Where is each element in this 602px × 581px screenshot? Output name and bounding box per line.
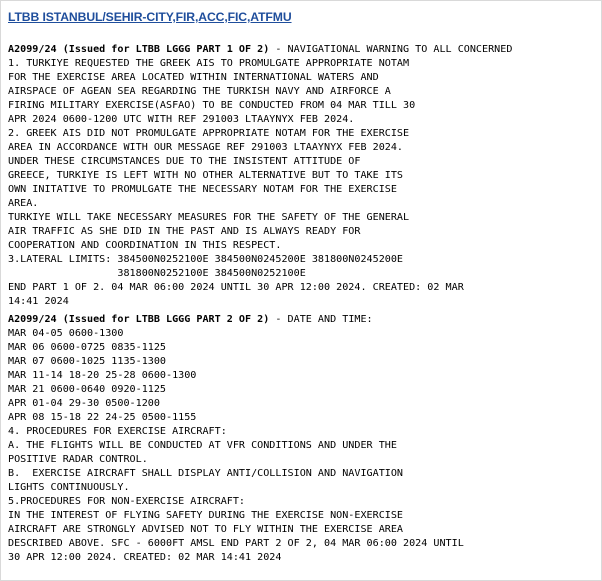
notam-line: MAR 06 0600-0725 0835-1125 [8,342,167,353]
notam-line: 14:41 2024 [8,296,69,307]
notam-line: APR 08 15-18 22 24-25 0500-1155 [8,412,197,423]
notam-line: AREA. [8,198,39,209]
notam-line: END PART 1 OF 2. 04 MAR 06:00 2024 UNTIL 30 APR 12:00 2024. CREATED: 02 MAR [8,282,464,293]
notam-line: MAR 07 0600-1025 1135-1300 [8,356,167,367]
notam-block [8,43,598,309]
notam-line: 30 APR 12:00 2024. CREATED: 02 MAR 14:41 2024 [8,552,282,563]
notam-line: 381800N0252100E 384500N0252100E [8,268,306,279]
notam-line: GREECE, TURKIYE IS LEFT WITH NO OTHER ALTERNATIVE BUT TO TAKE ITS [8,170,404,181]
notam-line: APR 2024 0600-1200 UTC WITH REF 291003 LTAAYNYX FEB 2024. [8,114,355,125]
notam-subject: - NAVIGATIONAL WARNING TO ALL CONCERNED [269,44,513,55]
notam-line: MAR 11-14 18-20 25-28 0600-1300 [8,370,197,381]
notam-line: FIRING MILITARY EXERCISE(ASFAO) TO BE CONDUCTED FROM 04 MAR TILL 30 [8,100,416,111]
notam-id: A2099/24 (Issued for LTBB LGGG PART 2 OF 2) [8,314,270,325]
station-link[interactable]: LTBB ISTANBUL/SEHIR-CITY,FIR,ACC,FIC,ATFMU [8,10,292,24]
notam-line: OWN INITATIVE TO PROMULGATE THE NECESSARY NOTAM FOR THE EXERCISE [8,184,397,195]
notam-id: A2099/24 (Issued for LTBB LGGG PART 1 OF 2) [8,44,270,55]
notam-line: POSITIVE RADAR CONTROL. [8,454,148,465]
notam-block [8,313,598,565]
notam-line: AREA IN ACCORDANCE WITH OUR MESSAGE REF 291003 LTAAYNYX FEB 2024. [8,142,404,153]
notam-header [8,313,598,327]
notam-line: IN THE INTEREST OF FLYING SAFETY DURING THE EXERCISE NON-EXERCISE [8,510,404,521]
notam-subject: - DATE AND TIME: [269,314,373,325]
notam-line: APR 01-04 29-30 0500-1200 [8,398,160,409]
notam-line: 3.LATERAL LIMITS: 384500N0252100E 384500N0245200E 381800N0245200E [8,254,404,265]
notam-line: B. EXERCISE AIRCRAFT SHALL DISPLAY ANTI/COLLISION AND NAVIGATION [8,468,404,479]
notam-line: DESCRIBED ABOVE. SFC - 6000FT AMSL END PART 2 OF 2, 04 MAR 06:00 2024 UNTIL [8,538,464,549]
notam-line: 1. TURKIYE REQUESTED THE GREEK AIS TO PROMULGATE APPROPRIATE NOTAM [8,58,410,69]
notam-line: MAR 04-05 0600-1300 [8,328,124,339]
notam-line: 2. GREEK AIS DID NOT PROMULGATE APPROPRIATE NOTAM FOR THE EXERCISE [8,128,410,139]
notam-line: LIGHTS CONTINUOUSLY. [8,482,130,493]
notam-line: TURKIYE WILL TAKE NECESSARY MEASURES FOR THE SAFETY OF THE GENERAL [8,212,410,223]
notam-line: A. THE FLIGHTS WILL BE CONDUCTED AT VFR CONDITIONS AND UNDER THE [8,440,397,451]
notam-line: 4. PROCEDURES FOR EXERCISE AIRCRAFT: [8,426,227,437]
notam-line: AIRCRAFT ARE STRONGLY ADVISED NOT TO FLY WITHIN THE EXERCISE AREA [8,524,404,535]
notam-line: FOR THE EXERCISE AREA LOCATED WITHIN INTERNATIONAL WATERS AND [8,72,379,83]
notam-line: AIRSPACE OF AGEAN SEA REGARDING THE TURKISH NAVY AND AIRFORCE A [8,86,391,97]
notam-line: 5.PROCEDURES FOR NON-EXERCISE AIRCRAFT: [8,496,246,507]
notam-line: MAR 21 0600-0640 0920-1125 [8,384,167,395]
notam-line: UNDER THESE CIRCUMSTANCES DUE TO THE INSISTENT ATTITUDE OF [8,156,361,167]
notam-line: COOPERATION AND COORDINATION IN THIS RESPECT. [8,240,282,251]
notam-header [8,43,598,57]
notam-line: AIR TRAFFIC AS SHE DID IN THE PAST AND IS ALWAYS READY FOR [8,226,361,237]
